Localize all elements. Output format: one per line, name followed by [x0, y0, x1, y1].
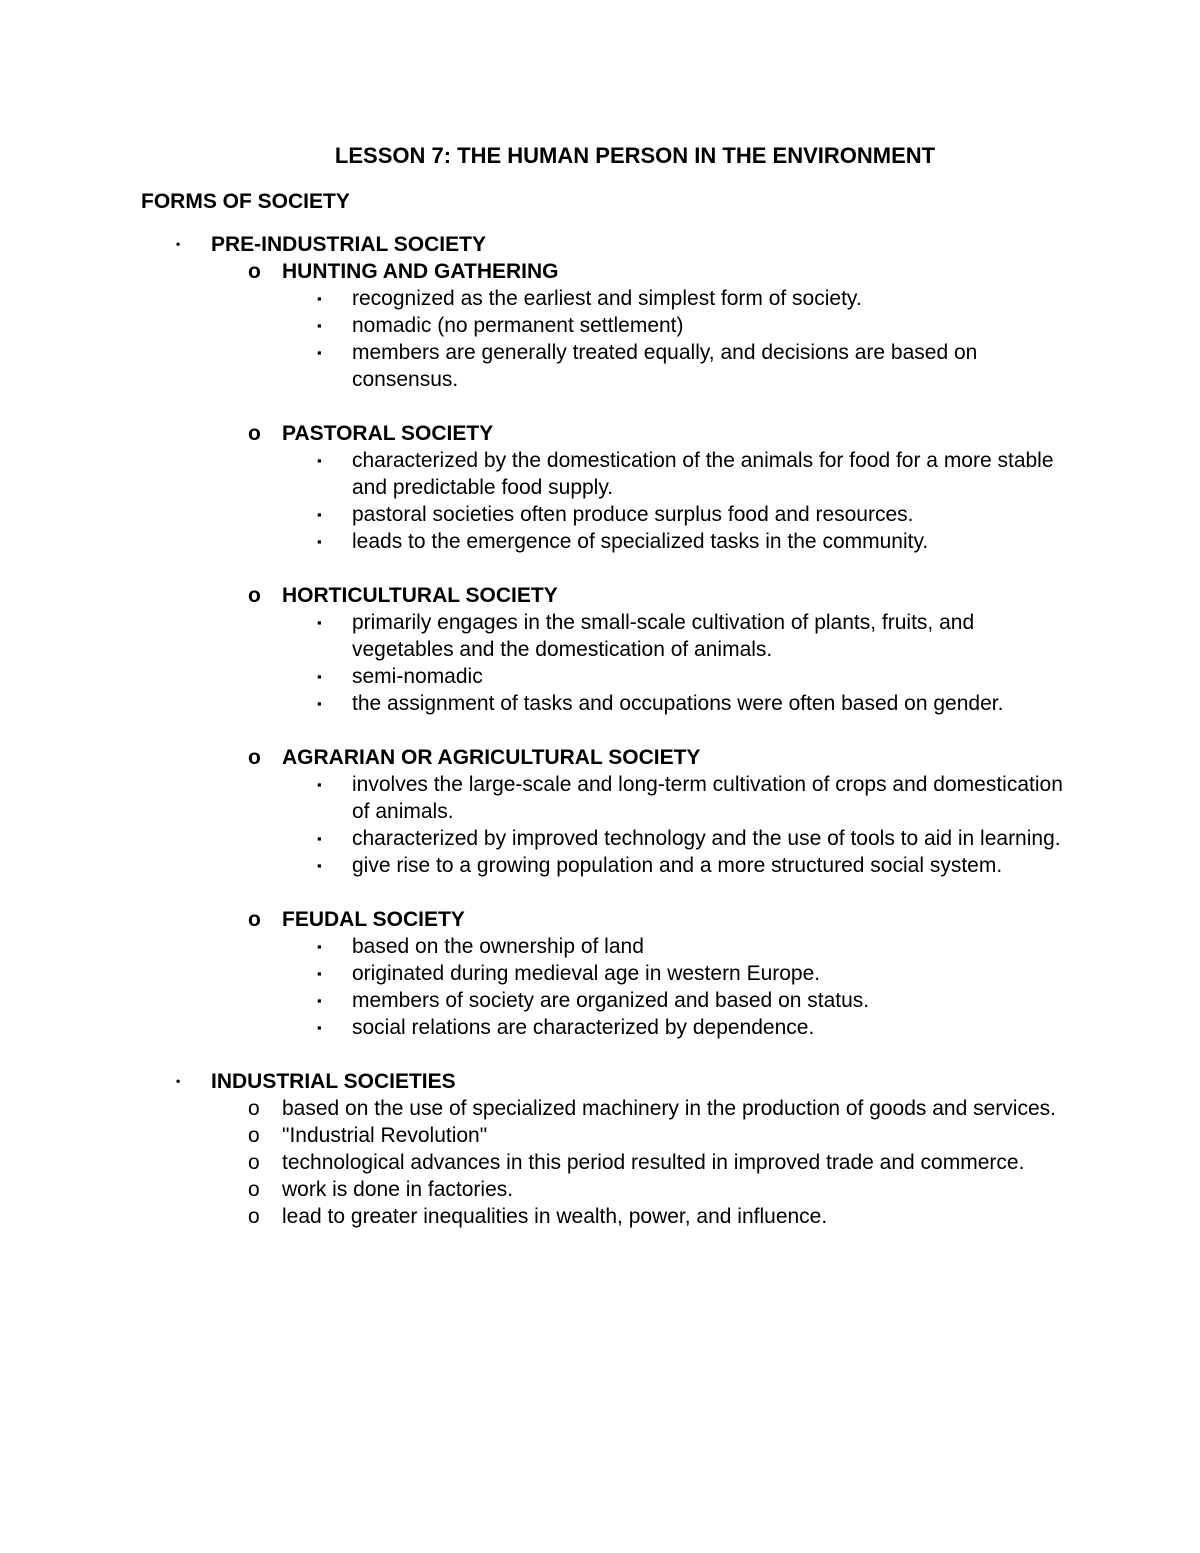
list-item-text: members are generally treated equally, and decisions are based on consensus.	[352, 341, 978, 391]
list-item-text: semi-nomadic	[352, 665, 483, 688]
category-heading	[0, 231, 1200, 258]
list-marker: •	[176, 1074, 181, 1088]
list-item	[0, 663, 1072, 690]
subgroup-heading-text: AGRARIAN OR AGRICULTURAL SOCIETY	[282, 746, 701, 769]
list-item-text: characterized by the domestication of the animals for food for a more stable and predictable food supply.	[352, 449, 1054, 499]
list-item	[0, 1176, 1072, 1203]
list-item-text: originated during medieval age in western Europe.	[352, 962, 821, 985]
list-marker: ▪	[317, 534, 322, 549]
category-heading	[0, 1068, 1200, 1095]
list-item	[0, 1203, 1072, 1230]
list-marker: ▪	[317, 615, 322, 630]
spacer	[0, 555, 1200, 582]
list-marker: o	[248, 260, 261, 283]
page-title: LESSON 7: THE HUMAN PERSON IN THE ENVIRONMENT	[334, 143, 936, 168]
list-marker: ▪	[317, 777, 322, 792]
list-marker: ▪	[317, 993, 322, 1008]
list-marker: ▪	[317, 507, 322, 522]
spacer	[0, 717, 1200, 744]
subgroup-heading-text: HUNTING AND GATHERING	[282, 260, 559, 283]
list-item	[0, 933, 1072, 960]
list-item-text: work is done in factories.	[282, 1178, 514, 1201]
list-marker: ▪	[317, 669, 322, 684]
list-marker: ▪	[317, 858, 322, 873]
list-item	[0, 339, 1072, 393]
list-marker: ▪	[317, 453, 322, 468]
list-item	[0, 1014, 1072, 1041]
list-item-text: based on the ownership of land	[352, 935, 644, 958]
list-item	[0, 690, 1072, 717]
list-item	[0, 852, 1072, 879]
list-item-text: primarily engages in the small-scale cultivation of plants, fruits, and vegetables and the domestication of animals.	[352, 611, 975, 661]
list-marker: o	[248, 1124, 260, 1147]
list-marker: ▪	[317, 831, 322, 846]
subgroup-heading	[0, 420, 1072, 447]
list-item	[0, 987, 1072, 1014]
list-item	[0, 1095, 1072, 1122]
section-heading: FORMS OF SOCIETY	[141, 190, 350, 213]
list-marker: ▪	[317, 939, 322, 954]
list-item-text: give rise to a growing population and a more structured social system.	[352, 854, 1003, 877]
list-item	[0, 825, 1072, 852]
list-marker: o	[248, 1205, 260, 1228]
document-outline	[0, 231, 1200, 1230]
list-marker: o	[248, 1151, 260, 1174]
list-item	[0, 285, 1072, 312]
list-marker: o	[248, 584, 261, 607]
list-item-text: nomadic (no permanent settlement)	[352, 314, 684, 337]
list-item	[0, 960, 1072, 987]
list-marker: •	[176, 237, 181, 251]
list-item	[0, 501, 1072, 528]
list-item	[0, 528, 1072, 555]
list-marker: ▪	[317, 1020, 322, 1035]
category-heading-text: INDUSTRIAL SOCIETIES	[211, 1070, 456, 1093]
list-marker: ▪	[317, 318, 322, 333]
subgroup-heading	[0, 744, 1072, 771]
spacer	[0, 1041, 1200, 1068]
list-item	[0, 609, 1072, 663]
list-item-text: leads to the emergence of specialized tasks in the community.	[352, 530, 929, 553]
list-item-text: technological advances in this period resulted in improved trade and commerce.	[282, 1151, 1025, 1174]
subgroup-heading	[0, 582, 1072, 609]
list-item-text: based on the use of specialized machinery in the production of goods and services.	[282, 1097, 1056, 1120]
list-marker: o	[248, 908, 261, 931]
category-heading-text: PRE-INDUSTRIAL SOCIETY	[211, 233, 486, 256]
list-item-text: pastoral societies often produce surplus food and resources.	[352, 503, 914, 526]
subgroup-heading-text: FEUDAL SOCIETY	[282, 908, 465, 931]
list-item	[0, 312, 1072, 339]
subgroup-heading	[0, 258, 1072, 285]
list-marker: ▪	[317, 345, 322, 360]
list-item-text: social relations are characterized by dependence.	[352, 1016, 815, 1039]
list-item	[0, 771, 1072, 825]
subgroup-heading-text: PASTORAL SOCIETY	[282, 422, 494, 445]
spacer	[0, 393, 1200, 420]
subgroup-heading-text: HORTICULTURAL SOCIETY	[282, 584, 558, 607]
list-item-text: involves the large-scale and long-term cultivation of crops and domestication of animals.	[352, 773, 1063, 823]
list-marker: ▪	[317, 291, 322, 306]
list-item-text: the assignment of tasks and occupations were often based on gender.	[352, 692, 1004, 715]
list-marker: o	[248, 1178, 260, 1201]
list-marker: o	[248, 1097, 260, 1120]
list-marker: ▪	[317, 966, 322, 981]
list-item	[0, 1149, 1072, 1176]
subgroup-heading	[0, 906, 1072, 933]
list-marker: o	[248, 422, 261, 445]
list-item-text: lead to greater inequalities in wealth, power, and influence.	[282, 1205, 828, 1228]
list-item	[0, 1122, 1072, 1149]
list-item	[0, 447, 1072, 501]
list-marker: ▪	[317, 696, 322, 711]
list-item-text: members of society are organized and based on status.	[352, 989, 870, 1012]
list-item-text: "Industrial Revolution"	[282, 1124, 488, 1147]
list-item-text: recognized as the earliest and simplest form of society.	[352, 287, 862, 310]
spacer	[0, 879, 1200, 906]
list-marker: o	[248, 746, 261, 769]
list-item-text: characterized by improved technology and the use of tools to aid in learning.	[352, 827, 1061, 850]
